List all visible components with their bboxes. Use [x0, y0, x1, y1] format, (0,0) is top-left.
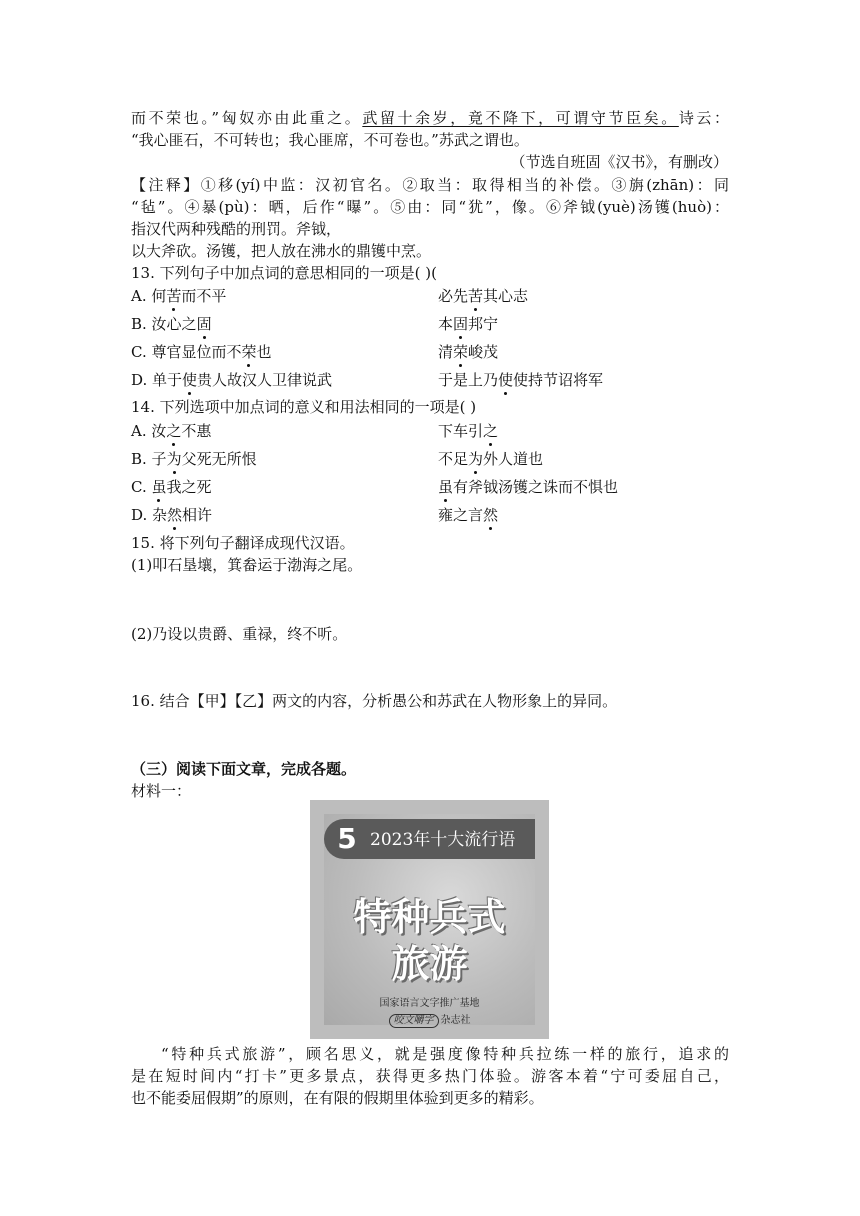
notes-line-4: 以大斧砍。汤镬，把人放在沸水的鼎镬中烹。	[131, 242, 432, 260]
q15-sentence-1: (1)叩石垦壤，箕畚运于渤海之尾。	[131, 556, 363, 574]
passage-text: 而不荣也。”匈奴亦由此重之。	[131, 109, 363, 127]
q14-option-d-left: D. 杂然相许	[131, 506, 213, 524]
paragraph-line-3: 也不能委屈假期”的原则，在有限的假期里体验到更多的精彩。	[131, 1089, 544, 1107]
q13-option-b-right: 本固邦宁	[438, 315, 499, 333]
q14-option-a-left: A. 汝之不惠	[131, 422, 212, 440]
q14-option-a-right: 下车引之	[438, 422, 499, 440]
notes-line-1: 【注释】①移(yí)中监：汉初官名。②取当：取得相当的补偿。③旃(zhān)：同	[131, 176, 729, 194]
q14-option-c-right: 虽有斧钺汤镬之诛而不惧也	[438, 478, 619, 496]
q14-option-b-left: B. 子为父死无所恨	[131, 450, 257, 468]
question-16-stem: 16. 结合【甲】【乙】两文的内容，分析愚公和苏武在人物形象上的异同。	[131, 692, 618, 710]
question-14-stem: 14. 下列选项中加点词的意义和用法相同的一项是( )	[131, 398, 477, 416]
q13-option-b-left: B. 汝心之固	[131, 315, 212, 333]
poster-header-text: 2023年十大流行语	[370, 830, 516, 850]
q14-option-b-right: 不足为外人道也	[438, 450, 544, 468]
q15-sentence-2: (2)乃设以贵爵、重禄，终不听。	[131, 625, 348, 643]
paragraph-line-2: 是在短时间内“打卡”更多景点，获得更多热门体验。游客本着“宁可委屈自己，	[131, 1067, 729, 1085]
paragraph-line-1: “特种兵式旅游”，顾名思义，就是强度像特种兵拉练一样的旅行，追求的	[161, 1045, 729, 1063]
buzzword-poster-image	[310, 800, 549, 1039]
poster-title-line-2: 旅游	[391, 942, 468, 986]
q13-option-d-right: 于是上乃使使持节诏将军	[438, 371, 604, 389]
source-citation: （节选自班固《汉书》，有删改）	[510, 153, 728, 171]
q14-option-d-right: 雍之言然	[438, 506, 499, 524]
q13-option-a-right: 必先苦其心志	[438, 287, 529, 305]
poster-title-line-1: 特种兵式	[353, 895, 506, 939]
question-13-stem: 13. 下列句子中加点词的意思相同的一项是( )(	[131, 264, 437, 282]
passage-text: 诗云：	[678, 109, 729, 127]
q13-option-c-right: 清荣峻茂	[438, 343, 499, 361]
underlined-sentence: 武留十余岁，竟不降下，可谓守节臣矣。	[362, 109, 679, 127]
section-3-title: （三）阅读下面文章，完成各题。	[131, 760, 357, 778]
question-15-stem: 15. 将下列句子翻译成现代汉语。	[131, 534, 355, 552]
poster-footer-org: 国家语言文字推广基地	[379, 998, 480, 1009]
passage-line-1	[131, 107, 729, 129]
q13-option-a-left: A. 何苦而不平	[131, 287, 227, 305]
poster-footer-publisher: 咬文嚼字 杂志社	[310, 1014, 549, 1028]
magazine-logo: 咬文嚼字	[389, 1014, 439, 1028]
q13-option-c-left: C. 尊官显位而不荣也	[131, 343, 272, 361]
notes-line-2: “毡”。④暴(pù)：晒，后作“曝”。⑤由：同“犹”，像。⑥斧钺(yuè)汤镬(huò)：	[131, 198, 729, 216]
poster-rank-number: 5	[330, 822, 364, 856]
passage-line-2: “我心匪石，不可转也；我心匪席，不可卷也。”苏武之谓也。	[131, 131, 529, 149]
material-1-label: 材料一：	[131, 782, 192, 800]
notes-line-3: 指汉代两种残酷的刑罚。斧钺，	[131, 220, 342, 238]
q13-option-d-left: D. 单于使贵人故汉人卫律说武	[131, 371, 333, 389]
q14-option-c-left: C. 虽我之死	[131, 478, 212, 496]
